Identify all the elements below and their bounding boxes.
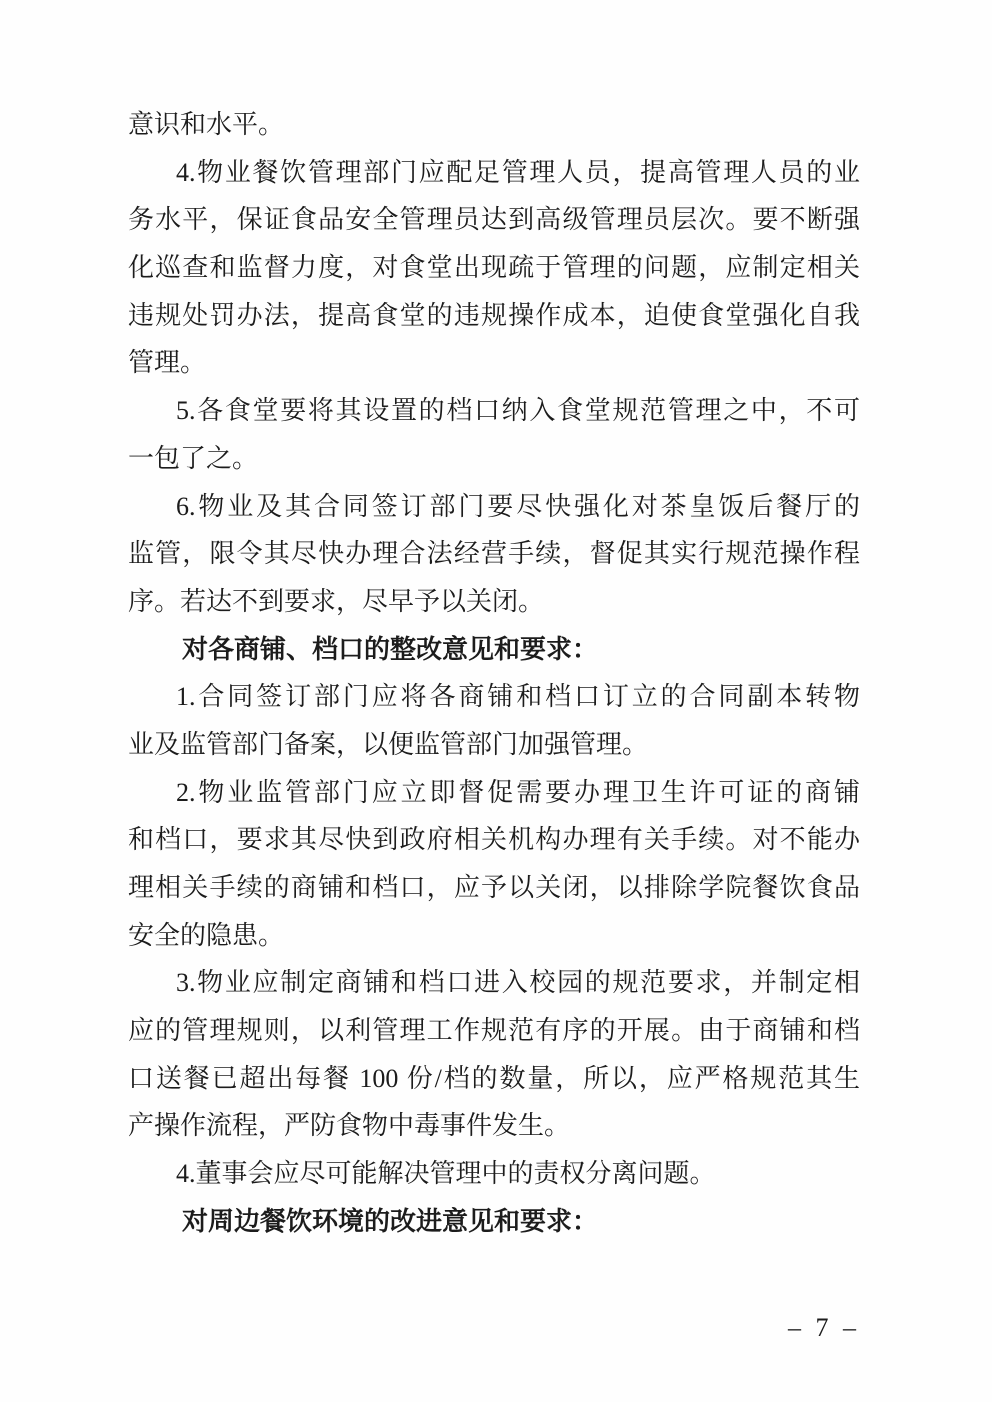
text-line: 安全的隐患。 bbox=[128, 920, 285, 950]
text-line: 意识和水平。 bbox=[128, 110, 285, 139]
text-line: 3.物业应制定商铺和档口进入校园的规范要求，并制定相 bbox=[176, 968, 860, 998]
text-line: 4.物业餐饮管理部门应配足管理人员，提高管理人员的业 bbox=[176, 157, 860, 187]
text-line: 5.各食堂要将其设置的档口纳入食堂规范管理之中，不可 bbox=[176, 396, 860, 426]
text-line: 监管，限令其尽快办理合法经营手续，督促其实行规范操作程 bbox=[128, 539, 860, 569]
text-line: 违规处罚办法，提高食堂的违规操作成本，迫使食堂强化自我 bbox=[128, 300, 860, 330]
text-line: 产操作流程，严防食物中毒事件发生。 bbox=[128, 1111, 571, 1141]
text-line: 应的管理规则，以利管理工作规范有序的开展。由于商铺和档 bbox=[128, 1016, 860, 1046]
text-line: 2.物业监管部门应立即督促需要办理卫生许可证的商铺 bbox=[176, 777, 860, 807]
text-line: 6.物业及其合同签订部门要尽快强化对茶皇饭后餐厅的 bbox=[176, 491, 860, 521]
text-line: 管理。 bbox=[128, 348, 207, 378]
text-line: 理相关手续的商铺和档口，应予以关闭，以排除学院餐饮食品 bbox=[128, 873, 860, 902]
text-line: 务水平，保证食品安全管理员达到高级管理员层次。要不断强 bbox=[128, 205, 860, 235]
text-line: 1.合同签订部门应将各商铺和档口订立的合同副本转物 bbox=[176, 682, 860, 712]
section-heading: 对周边餐饮环境的改进意见和要求： bbox=[182, 1206, 599, 1236]
text-line: 序。若达不到要求，尽早予以关闭。 bbox=[128, 586, 545, 616]
text-line: 4.董事会应尽可能解决管理中的责权分离问题。 bbox=[176, 1159, 716, 1189]
text-line: 口送餐已超出每餐 100 份/档的数量，所以，应严格规范其生 bbox=[128, 1063, 860, 1093]
text-line: 化巡查和监督力度，对食堂出现疏于管理的问题，应制定相关 bbox=[128, 253, 860, 283]
document-text bbox=[128, 101, 860, 1246]
section-heading: 对各商铺、档口的整改意见和要求： bbox=[182, 634, 599, 664]
text-line: 和档口，要求其尽快到政府相关机构办理有关手续。对不能办 bbox=[128, 825, 860, 855]
text-line: 一包了之。 bbox=[128, 443, 259, 473]
page-number: – 7 – bbox=[788, 1313, 860, 1342]
text-line: 业及监管部门备案，以便监管部门加强管理。 bbox=[128, 729, 649, 759]
